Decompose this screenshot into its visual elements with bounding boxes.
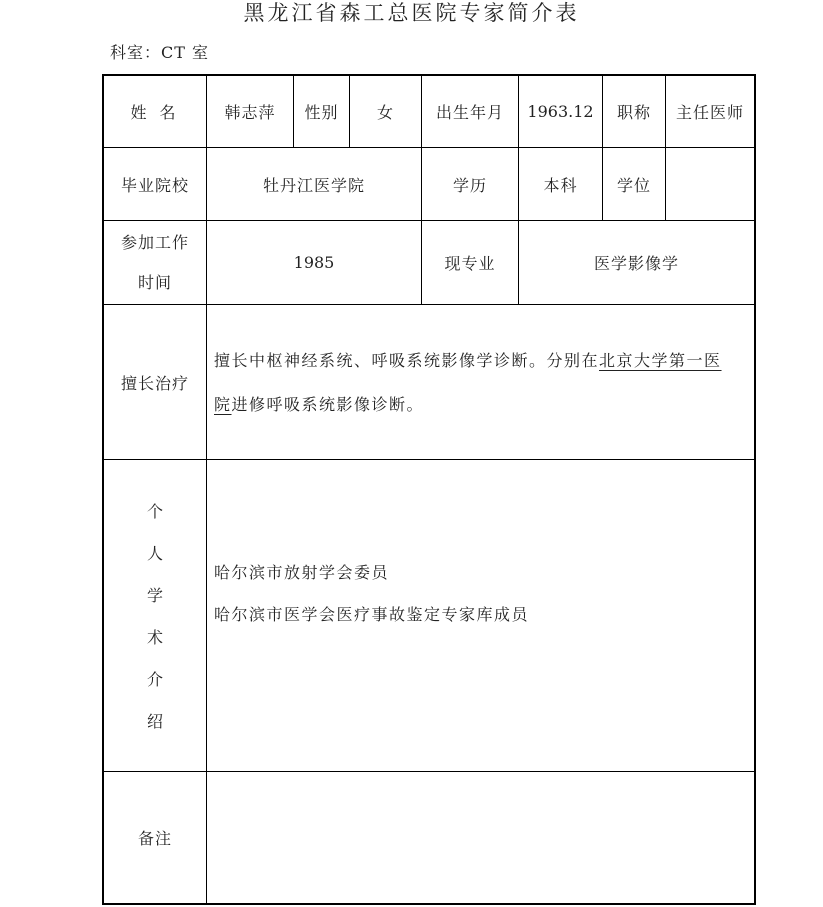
work-start-label-line2: 时间 xyxy=(137,272,172,292)
major-label: 现专业 xyxy=(444,254,496,273)
specialty-label: 擅长治疗 xyxy=(120,373,189,393)
academic-item: 哈尔滨市放射学会委员 xyxy=(214,563,390,582)
academic-items xyxy=(214,552,750,636)
row-divider xyxy=(102,459,756,460)
education-value: 本科 xyxy=(543,175,578,195)
hospital-link-text-cont: 院 xyxy=(214,395,232,414)
gender-label: 性别 xyxy=(304,103,339,122)
remarks-label: 备注 xyxy=(137,829,172,848)
work-start-label-line1: 参加工作 xyxy=(120,232,189,252)
degree-label: 学位 xyxy=(616,175,651,195)
school-value: 牡丹江医学院 xyxy=(262,175,365,195)
title-label: 职称 xyxy=(616,103,651,122)
school-label: 毕业院校 xyxy=(120,175,189,195)
table-border-right xyxy=(754,74,756,905)
birth-label: 出生年月 xyxy=(435,103,504,122)
birth-value: 1963.12 xyxy=(527,102,594,121)
department-label: 科室：CT 室 xyxy=(110,43,210,62)
work-start-label xyxy=(104,221,206,304)
name-label: 姓 名 xyxy=(130,103,180,122)
work-start-value: 1985 xyxy=(293,253,335,272)
title-value: 主任医师 xyxy=(675,103,744,122)
degree-value xyxy=(666,148,754,220)
document-title: 黑龙江省森工总医院专家简介表 xyxy=(243,1,580,25)
specialty-text: 擅长中枢神经系统、呼吸系统影像学诊断。分别在北京大学第一医 院进修呼吸系统影像诊断。 xyxy=(214,351,722,414)
major-value: 医学影像学 xyxy=(593,254,679,273)
table-border-bottom xyxy=(102,903,756,905)
name-value: 韩志萍 xyxy=(224,103,276,122)
academic-item: 哈尔滨市医学会医疗事故鉴定专家库成员 xyxy=(214,605,530,624)
gender-value: 女 xyxy=(376,103,394,122)
education-label: 学历 xyxy=(452,175,487,195)
hospital-link-text: 北京大学第一医 xyxy=(599,351,722,370)
remarks-value xyxy=(207,772,754,903)
academic-label: 个 人 学 术 介 绍 xyxy=(146,502,163,731)
